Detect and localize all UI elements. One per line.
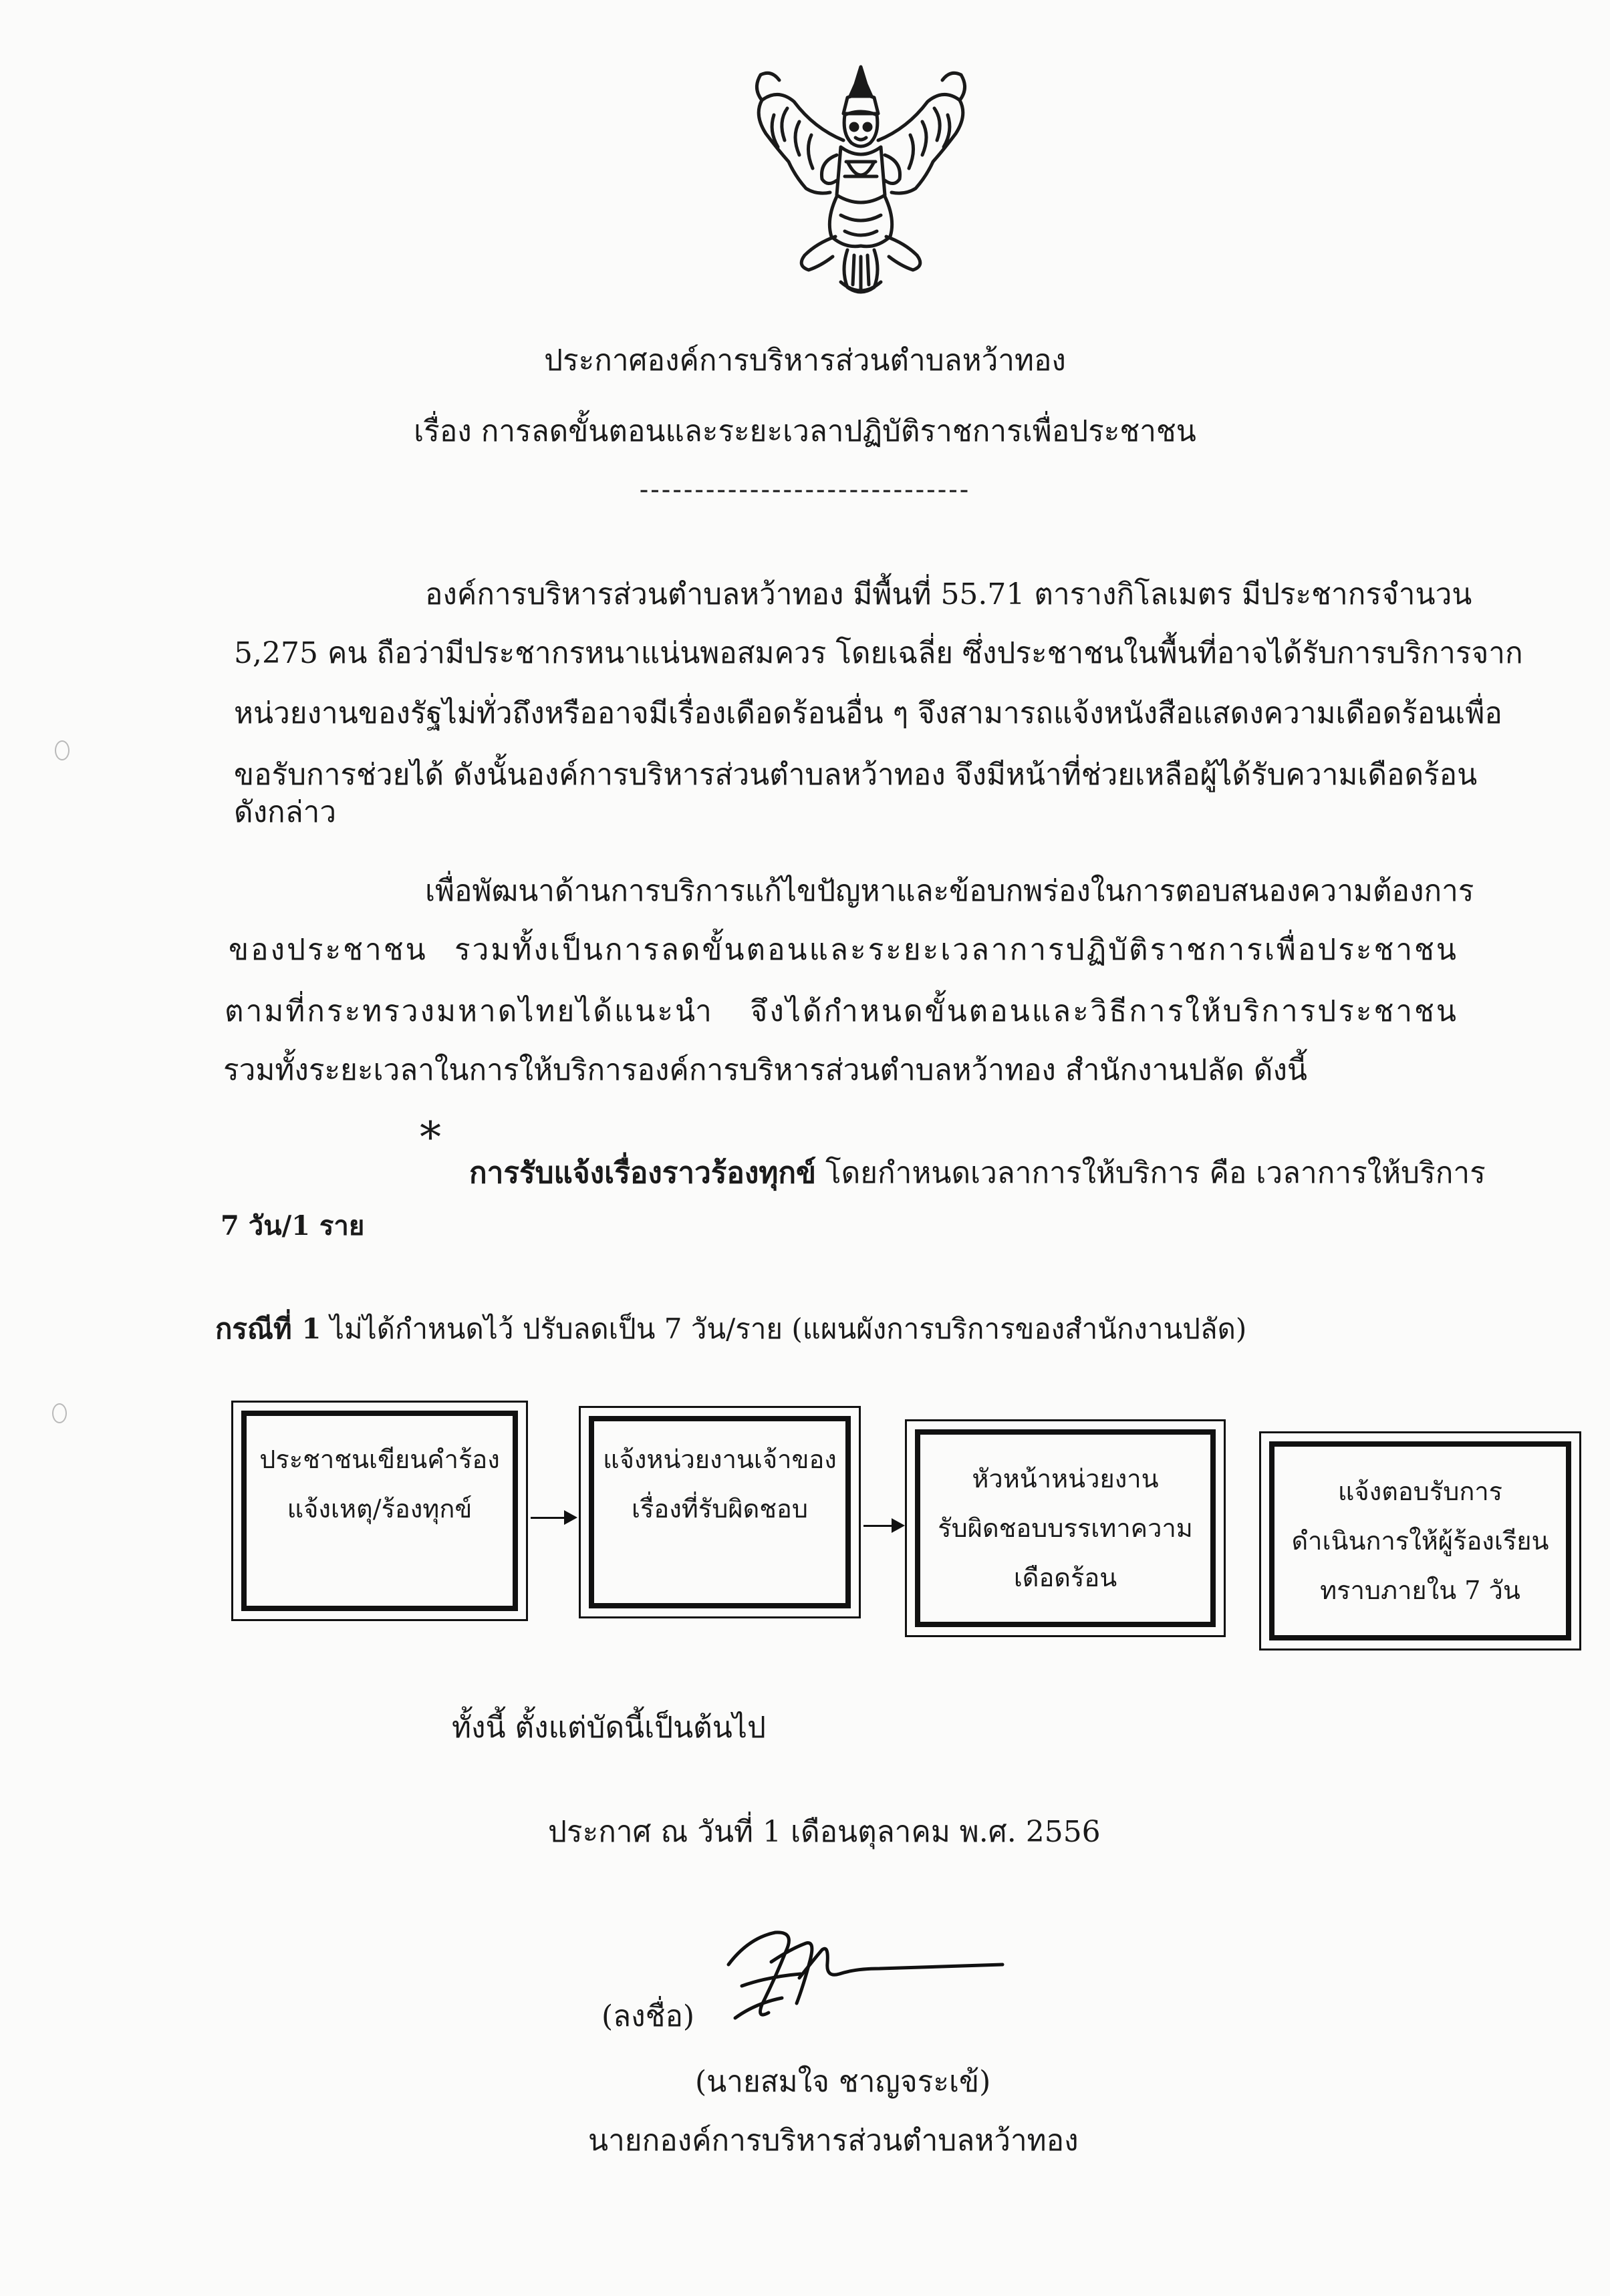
service-heading: การรับแจ้งเรื่องราวร้องทุกข์ (469, 1156, 817, 1190)
flow-step-text: ประชาชนเขียนคำร้อง (259, 1445, 500, 1474)
flow-step-text: แจ้งหน่วยงานเจ้าของ (603, 1445, 837, 1474)
flow-step-text: เดือดร้อน (1013, 1563, 1117, 1592)
flow-step-4 (1259, 1431, 1581, 1651)
scan-speck (52, 1403, 67, 1423)
flow-arrow (863, 1525, 902, 1527)
paragraph-line: ตามที่กระทรวงมหาดไทยได้แนะนำ จึงได้กำหนดขั้นตอนและวิธีการให้บริการประชาชน (225, 994, 1458, 1028)
signer-name: (นายสมใจ ชาญจระเข้) (695, 2065, 991, 2099)
signer-title: นายกองค์การบริหารส่วนตำบลหว้าทอง (588, 2124, 1079, 2158)
service-description: โดยกำหนดเวลาการให้บริการ คือ เวลาการให้บริการ (816, 1156, 1486, 1190)
garuda-emblem-icon (747, 61, 974, 302)
paragraph-line: หน่วยงานของรัฐไม่ทั่วถึงหรืออาจมีเรื่องเดือดร้อนอื่น ๆ จึงสามารถแจ้งหนังสือแสดงความเดือดร้อนเพื่อ (234, 696, 1502, 730)
flow-step-text: แจ้งตอบรับการ (1337, 1477, 1503, 1506)
bullet-star: * (420, 1113, 441, 1163)
flow-step-text: ทราบภายใน 7 วัน (1320, 1576, 1520, 1605)
signed-label: (ลงชื่อ) (601, 1999, 695, 2033)
case-label: กรณีที่ 1 (215, 1312, 321, 1345)
service-duration: 7 วัน/1 ราย (221, 1210, 365, 1242)
flow-step-text: เรื่องที่รับผิดชอบ (631, 1494, 809, 1524)
flow-step-1 (231, 1401, 528, 1621)
flow-step-text: แจ้งเหตุ/ร้องทุกข์ (287, 1494, 473, 1524)
paragraph-line: ขอรับการช่วยได้ ดังนั้นองค์การบริหารส่วนตำบลหว้าทอง จึงมีหน้าที่ช่วยเหลือผู้ได้รับความเดือดร้อน (234, 758, 1478, 792)
paragraph-line: ดังกล่าว (234, 795, 337, 829)
announcement-title: ประกาศองค์การบริหารส่วนตำบลหว้าทอง (544, 343, 1066, 378)
effective-date-line: ทั้งนี้ ตั้งแต่บัดนี้เป็นต้นไป (452, 1711, 766, 1745)
announcement-date: ประกาศ ณ วันที่ 1 เดือนตุลาคม พ.ศ. 2556 (548, 1815, 1101, 1849)
flow-step-3 (905, 1419, 1226, 1637)
paragraph-line: 5,275 คน ถือว่ามีประชากรหนาแน่นพอสมควร โดยเฉลี่ย ซึ่งประชาชนในพื้นที่อาจได้รับการบริการจาก (234, 636, 1523, 670)
paragraph-line: รวมทั้งระยะเวลาในการให้บริการองค์การบริหารส่วนตำบลหว้าทอง สำนักงานปลัด ดังนี้ (223, 1053, 1308, 1087)
flow-step-text: ดำเนินการให้ผู้ร้องเรียน (1291, 1526, 1549, 1556)
flow-step-2 (579, 1406, 861, 1618)
announcement-subject: เรื่อง การลดขั้นตอนและระยะเวลาปฏิบัติราชการเพื่อประชาชน (414, 414, 1196, 448)
service-line (469, 1153, 1486, 1193)
paragraph-line: เพื่อพัฒนาด้านการบริการแก้ไขปัญหาและข้อบกพร่องในการตอบสนองความต้องการ (425, 874, 1474, 908)
title-rule: ------------------------------ (639, 474, 971, 505)
handwritten-signature (722, 1924, 1016, 2031)
flow-arrow (531, 1517, 575, 1519)
case-line (215, 1310, 1246, 1348)
paragraph-line: ของประชาชน รวมทั้งเป็นการลดขั้นตอนและระยะเวลาการปฏิบัติราชการเพื่อประชาชน (229, 933, 1458, 967)
flow-step-text: หัวหน้าหน่วยงาน (972, 1464, 1159, 1493)
case-description: ไม่ได้กำหนดไว้ ปรับลดเป็น 7 วัน/ราย (แผนผังการบริการของสำนักงานปลัด) (321, 1312, 1247, 1345)
paragraph-line: องค์การบริหารส่วนตำบลหว้าทอง มีพื้นที่ 55.71 ตารางกิโลเมตร มีประชากรจำนวน (425, 577, 1472, 611)
scan-speck (55, 740, 70, 760)
flow-step-text: รับผิดชอบบรรเทาความ (938, 1514, 1193, 1543)
